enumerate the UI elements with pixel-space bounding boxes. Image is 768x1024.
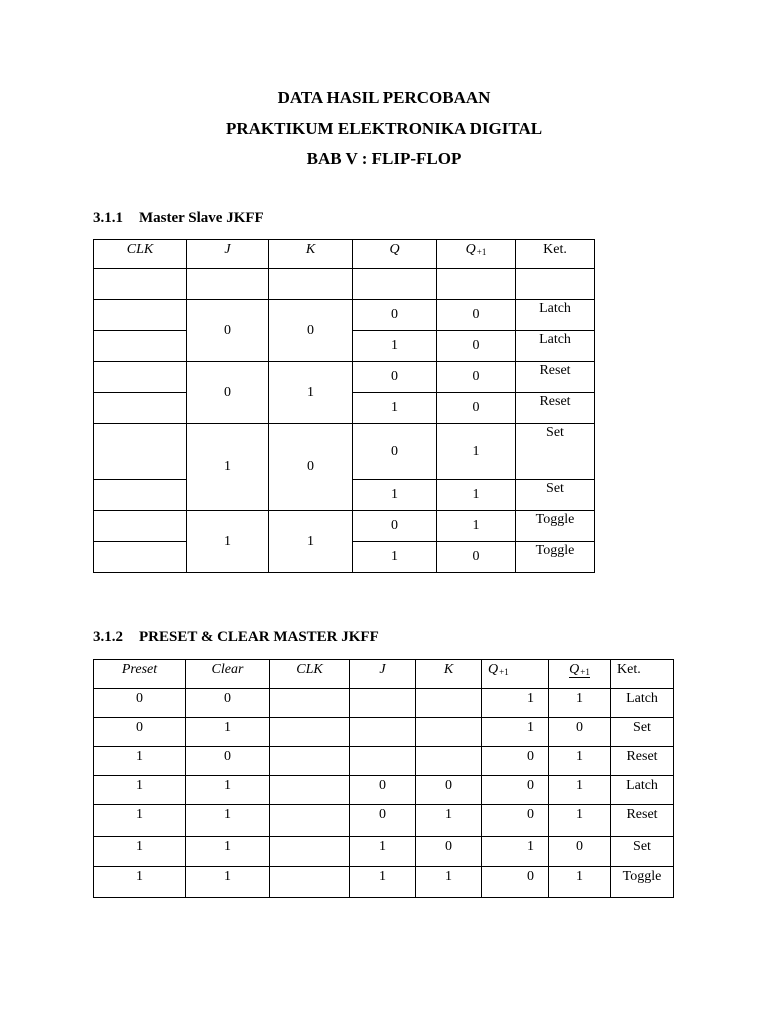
- preset-cell: 0: [94, 718, 186, 747]
- q-next-cell: 1: [482, 837, 549, 867]
- preset-cell: 1: [94, 837, 186, 867]
- ket-cell: Toggle: [516, 511, 595, 542]
- k-cell: 0: [269, 300, 353, 362]
- section-heading-master-slave-jkff: [93, 210, 264, 227]
- j-cell: 0: [350, 805, 416, 837]
- table-row: [94, 689, 674, 718]
- ket-cell: Toggle: [611, 867, 674, 898]
- clear-cell: 1: [186, 776, 270, 805]
- clk-cell: [94, 362, 187, 393]
- q-next-cell: 0: [437, 542, 516, 573]
- j-cell: [350, 747, 416, 776]
- column-header-ket: Ket.: [516, 240, 595, 269]
- ket-cell: Reset: [516, 393, 595, 424]
- clear-cell: 1: [186, 837, 270, 867]
- j-cell: 0: [350, 776, 416, 805]
- clk-cell: [270, 747, 350, 776]
- chapter-title: BAB V : FLIP-FLOP: [306, 149, 462, 168]
- q-next-cell: 0: [437, 393, 516, 424]
- table-cell: [437, 269, 516, 300]
- q-cell: 1: [353, 331, 437, 362]
- table-row: [94, 805, 674, 837]
- q-next-cell: 0: [482, 776, 549, 805]
- clk-cell: [94, 424, 187, 480]
- k-cell: 1: [416, 805, 482, 837]
- q-next-cell: 0: [437, 331, 516, 362]
- table-row: [94, 718, 674, 747]
- j-cell: 1: [187, 511, 269, 573]
- table-row: [94, 362, 595, 393]
- q-cell: 0: [353, 424, 437, 480]
- q-cell: 1: [353, 542, 437, 573]
- clk-cell: [94, 480, 187, 511]
- clk-cell: [94, 511, 187, 542]
- table-row: [94, 300, 595, 331]
- master-slave-jkff-table: [93, 239, 595, 573]
- preset-cell: 1: [94, 776, 186, 805]
- clk-cell: [94, 393, 187, 424]
- table-row-empty: [94, 269, 595, 300]
- table-header-row: [94, 240, 595, 269]
- column-header-k: K: [416, 660, 482, 689]
- table-row: [94, 776, 674, 805]
- clk-cell: [94, 300, 187, 331]
- section-title: PRESET & CLEAR MASTER JKFF: [139, 629, 379, 645]
- table-row: [94, 424, 595, 480]
- j-cell: 0: [187, 362, 269, 424]
- k-cell: 1: [269, 511, 353, 573]
- clk-cell: [270, 776, 350, 805]
- q-bar-next-cell: 1: [549, 689, 611, 718]
- q-bar-next-cell: 1: [549, 776, 611, 805]
- k-cell: [416, 718, 482, 747]
- column-header-clear: Clear: [186, 660, 270, 689]
- ket-cell: Set: [516, 480, 595, 511]
- column-header-k: K: [269, 240, 353, 269]
- column-header-clk: CLK: [94, 240, 187, 269]
- table-cell: [353, 269, 437, 300]
- column-header-j: J: [350, 660, 416, 689]
- ket-cell: Reset: [611, 805, 674, 837]
- column-header-j: J: [187, 240, 269, 269]
- k-cell: 1: [269, 362, 353, 424]
- ket-cell: Latch: [516, 300, 595, 331]
- q-bar-next-cell: 0: [549, 718, 611, 747]
- ket-cell: Set: [611, 837, 674, 867]
- table-header-row: [94, 660, 674, 689]
- section-heading-preset-clear: [93, 629, 379, 646]
- table-row: [94, 511, 595, 542]
- j-cell: 1: [350, 867, 416, 898]
- ket-cell: Latch: [516, 331, 595, 362]
- q-cell: 1: [353, 480, 437, 511]
- section-number: 3.1.1: [93, 210, 123, 226]
- preset-cell: 1: [94, 805, 186, 837]
- q-cell: 1: [353, 393, 437, 424]
- q-bar-subscript: +1: [580, 667, 590, 677]
- q-cell: 0: [353, 511, 437, 542]
- q-next-cell: 0: [437, 300, 516, 331]
- q-bar-group: [569, 662, 590, 678]
- clear-cell: 0: [186, 747, 270, 776]
- k-cell: 1: [416, 867, 482, 898]
- ket-cell: Reset: [611, 747, 674, 776]
- q-bar-next-cell: 1: [549, 747, 611, 776]
- q-bar-next-cell: 0: [549, 837, 611, 867]
- q-next-symbol: Q: [465, 242, 476, 257]
- j-cell: 1: [350, 837, 416, 867]
- q-next-cell: 1: [482, 718, 549, 747]
- table-cell: [187, 269, 269, 300]
- q-next-cell: 0: [482, 867, 549, 898]
- document-subtitle: PRAKTIKUM ELEKTRONIKA DIGITAL: [225, 119, 543, 138]
- q-cell: 0: [353, 362, 437, 393]
- column-header-q: Q: [353, 240, 437, 269]
- ket-cell: Set: [611, 718, 674, 747]
- k-cell: 0: [269, 424, 353, 511]
- table-row: [94, 837, 674, 867]
- column-header-clk: CLK: [270, 660, 350, 689]
- table-row: [94, 747, 674, 776]
- j-cell: 1: [187, 424, 269, 511]
- column-header-q-next: [482, 660, 549, 689]
- section-number: 3.1.2: [93, 629, 123, 645]
- q-bar-symbol: Q: [569, 662, 580, 677]
- column-header-ket: Ket.: [611, 660, 674, 689]
- column-header-preset: Preset: [94, 660, 186, 689]
- q-next-subscript: +1: [476, 247, 487, 257]
- ket-cell: Latch: [611, 689, 674, 718]
- q-next-cell: 0: [482, 747, 549, 776]
- q-next-cell: 1: [482, 689, 549, 718]
- q-next-cell: 1: [437, 511, 516, 542]
- k-cell: 0: [416, 837, 482, 867]
- column-header-q-next: [437, 240, 516, 269]
- clear-cell: 1: [186, 867, 270, 898]
- j-cell: [350, 718, 416, 747]
- k-cell: [416, 747, 482, 776]
- q-bar-next-cell: 1: [549, 867, 611, 898]
- preset-clear-jkff-table: [93, 659, 674, 898]
- section-title: Master Slave JKFF: [139, 210, 264, 226]
- clear-cell: 1: [186, 805, 270, 837]
- ket-cell: Latch: [611, 776, 674, 805]
- q-bar-next-cell: 1: [549, 805, 611, 837]
- preset-cell: 1: [94, 747, 186, 776]
- clk-cell: [270, 805, 350, 837]
- clk-cell: [270, 718, 350, 747]
- q-subscript: +1: [499, 667, 509, 677]
- column-header-q-bar-next: [549, 660, 611, 689]
- q-next-cell: 1: [437, 480, 516, 511]
- table-row: [94, 867, 674, 898]
- k-cell: 0: [416, 776, 482, 805]
- q-next-cell: 0: [482, 805, 549, 837]
- preset-cell: 1: [94, 867, 186, 898]
- ket-cell: Set: [516, 424, 595, 480]
- table-cell: [516, 269, 595, 300]
- table-cell: [94, 269, 187, 300]
- q-next-cell: 1: [437, 424, 516, 480]
- ket-cell: Toggle: [516, 542, 595, 573]
- q-cell: 0: [353, 300, 437, 331]
- document-title: DATA HASIL PERCOBAAN: [277, 88, 491, 107]
- clear-cell: 1: [186, 718, 270, 747]
- q-symbol: Q: [488, 662, 499, 677]
- table-cell: [269, 269, 353, 300]
- clk-cell: [94, 542, 187, 573]
- j-cell: 0: [187, 300, 269, 362]
- k-cell: [416, 689, 482, 718]
- q-next-cell: 0: [437, 362, 516, 393]
- clk-cell: [270, 689, 350, 718]
- clk-cell: [94, 331, 187, 362]
- preset-cell: 0: [94, 689, 186, 718]
- clk-cell: [270, 837, 350, 867]
- clear-cell: 0: [186, 689, 270, 718]
- ket-cell: Reset: [516, 362, 595, 393]
- clk-cell: [270, 867, 350, 898]
- j-cell: [350, 689, 416, 718]
